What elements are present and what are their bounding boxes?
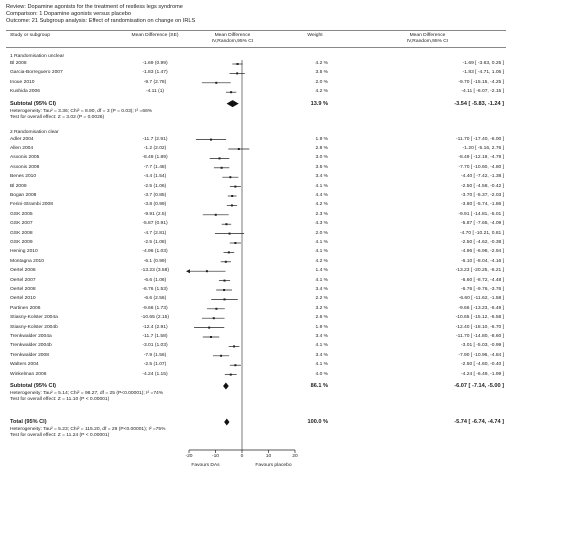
study-md-se: -1.69 (0.99) xyxy=(142,61,168,66)
study-ci: -9.70 [ -15.15, -4.25 ] xyxy=(458,79,504,85)
study-weight: 3.5 % xyxy=(315,70,328,76)
study-md-se: -3.7 (0.85) xyxy=(143,193,167,198)
study-point xyxy=(230,91,232,93)
study-name: Bl 2009 xyxy=(10,183,27,189)
study-ci: -4.70 [ -10.21, 0.81 ] xyxy=(459,230,504,236)
study-ci: -5.87 [ -7.65, -4.09 ] xyxy=(461,221,504,227)
study-name: Oertel 2008 xyxy=(10,287,36,292)
study-name: Oertel 2007 xyxy=(10,277,36,283)
study-name: Oertel 2006 xyxy=(10,268,36,274)
study-name: Garcia-Borreguero 2007 xyxy=(10,70,63,76)
study-weight: 2.2 % xyxy=(315,296,328,302)
study-md-se: -7.9 (1.56) xyxy=(143,352,167,358)
study-weight: 1.9 % xyxy=(315,136,328,142)
comparison-line: Comparison: 1 Dopamine agonists versus placebo xyxy=(6,11,131,17)
study-md-se: -4.7 (2.81) xyxy=(143,230,167,236)
study-ci: -4.11 [ -6.07, -2.15 ] xyxy=(461,89,504,95)
col-ci-header-2: IV,Random,95% CI xyxy=(406,39,449,44)
study-ci: -4.24 [ -6.49, -1.99 ] xyxy=(461,371,504,377)
study-ci: -2.50 [ -4.60, -0.40 ] xyxy=(461,362,504,368)
study-weight: 4.1 % xyxy=(315,343,328,349)
study-name: Oertel 2010 xyxy=(10,296,36,302)
study-ci: -1.69 [ -3.63, 0.25 ] xyxy=(462,61,504,66)
study-ci: -6.60 [ -11.62, -1.58 ] xyxy=(458,296,504,302)
heterogeneity-text: Heterogeneity: Tau² = 5.14; Chi² = 98.27, df = 25 (P<0.00001); I² =74% xyxy=(10,391,164,396)
col-plot-header-2: IV,Random,95% CI xyxy=(211,39,254,44)
outcome-line: Outcome: 21 Subgroup analysis: Effect of randomisation on change on IRLS xyxy=(6,18,196,24)
study-point xyxy=(229,176,231,178)
study-weight: 2.8 % xyxy=(315,146,328,151)
favours-right-label: Favours placebo xyxy=(255,463,292,468)
study-ci: -1.20 [ -5.16, 2.76 ] xyxy=(462,146,504,151)
study-ci: -7.70 [ -10.60, -4.80 ] xyxy=(458,164,504,170)
study-md-se: -7.7 (1.48) xyxy=(143,164,167,170)
heterogeneity-text: Heterogeneity: Tau² = 3.36; Chi² = 8.90, df = 3 (P = 0.03); I² =66% xyxy=(10,108,153,114)
subtotal-label: Subtotal (95% CI) xyxy=(10,100,56,107)
study-point xyxy=(210,139,212,141)
study-md-se: -8.49 (1.89) xyxy=(142,155,168,161)
study-weight: 4.4 % xyxy=(315,193,328,198)
study-point xyxy=(224,280,226,282)
group-title: 1 Randomisation unclear xyxy=(10,54,65,59)
col-weight-header: Weight xyxy=(307,33,323,38)
study-point xyxy=(233,345,235,347)
study-name: Winkelman 2006 xyxy=(10,371,47,377)
x-tick-label: 0 xyxy=(240,454,244,459)
study-weight: 3.4 % xyxy=(315,352,328,358)
study-point xyxy=(206,270,208,272)
overall-effect-text: Test for overall effect: Z = 11.10 (P < 0.00001) xyxy=(10,397,110,402)
total-heterogeneity-text: Heterogeneity: Tau² = 5.23; Chi² = 115.20, df = 29 (P<0.00001); I² =75% xyxy=(10,427,166,432)
study-point xyxy=(224,298,226,300)
study-ci: -11.70 [ -14.80, -8.60 ] xyxy=(455,334,504,339)
study-md-se: -2.5 (1.08) xyxy=(143,240,167,245)
total-diamond xyxy=(224,419,229,426)
study-ci: -13.23 [ -20.25, -6.21 ] xyxy=(455,268,504,274)
study-name: Allen 2004 xyxy=(10,146,34,151)
study-ci: -11.70 [ -17.40, -6.00 ] xyxy=(455,136,504,142)
study-name: GSK 2005 xyxy=(10,211,33,217)
study-point xyxy=(237,63,239,65)
study-name: Walters 2004 xyxy=(10,362,39,368)
total-ci: -5.74 [ -6.74, -4.74 ] xyxy=(454,419,504,425)
study-name: Ferini-Strambi 2008 xyxy=(10,202,53,208)
study-weight: 4.2 % xyxy=(315,258,328,264)
study-weight: 2.0 % xyxy=(315,79,328,85)
study-md-se: -5.87 (0.91) xyxy=(142,221,168,227)
study-point xyxy=(223,289,225,291)
study-weight: 1.9 % xyxy=(315,324,328,330)
col-study-header: Study or subgroup xyxy=(10,33,50,38)
study-point xyxy=(225,223,227,225)
study-md-se: -1.2 (2.02) xyxy=(143,146,167,151)
study-weight: 2.6 % xyxy=(315,315,328,321)
study-weight: 4.0 % xyxy=(315,371,328,377)
study-ci: -1.83 [ -4.71, 1.05 ] xyxy=(462,70,504,76)
study-name: GSK 2008 xyxy=(10,230,33,236)
study-ci: -9.66 [ -13.23, -6.49 ] xyxy=(458,305,504,311)
study-weight: 3.2 % xyxy=(315,305,328,311)
study-md-se: -9.91 (2.5) xyxy=(143,211,167,217)
study-name: Montagna 2010 xyxy=(10,258,44,264)
subtotal-weight: 13.9 % xyxy=(310,100,328,107)
study-name: Kushida 2006 xyxy=(10,89,40,95)
x-tick-label: -10 xyxy=(211,454,220,459)
study-md-se: -3.8 (0.99) xyxy=(143,202,167,208)
study-name: Trenkwalder 2008 xyxy=(10,352,49,358)
study-md-se: -13.23 (3.58) xyxy=(140,268,169,274)
study-name: Inoue 2010 xyxy=(10,79,35,85)
total-label: Total (95% CI) xyxy=(10,419,47,425)
study-point xyxy=(225,261,227,263)
study-md-se: -2.5 (1.07) xyxy=(143,362,167,368)
study-name: Partinen 2006 xyxy=(10,305,41,311)
overall-effect-text: Test for overall effect: Z = 3.02 (P = 0.0026) xyxy=(10,114,105,120)
study-point xyxy=(215,214,217,216)
study-point xyxy=(234,364,236,366)
study-point xyxy=(230,374,232,376)
study-ci: -6.76 [ -9.76, -3.76 ] xyxy=(461,287,504,292)
study-point xyxy=(215,82,217,84)
study-weight: 4.2 % xyxy=(315,61,328,66)
study-name: GSK 2009 xyxy=(10,240,33,245)
study-weight: 4.1 % xyxy=(315,240,328,245)
study-md-se: -9.7 (2.78) xyxy=(143,79,167,85)
study-ci: -2.50 [ -4.58, -0.42 ] xyxy=(461,183,504,189)
favours-left-label: Favours DAs xyxy=(191,463,220,468)
study-weight: 3.0 % xyxy=(315,155,328,161)
subtotal-label: Subtotal (95% CI) xyxy=(10,383,56,389)
study-point xyxy=(236,72,238,74)
study-md-se: -4.11 (1) xyxy=(145,89,165,95)
total-weight: 100.0 % xyxy=(307,419,328,425)
study-name: Trenkwalder 2004b xyxy=(10,343,52,349)
study-ci: -4.40 [ -7.42, -1.38 ] xyxy=(461,174,504,180)
study-md-se: -6.76 (1.53) xyxy=(142,287,168,292)
study-point xyxy=(215,308,217,310)
study-point xyxy=(220,355,222,357)
study-name: Stiasny-Kolster 2004a xyxy=(10,315,58,321)
study-name: Bl 2008 xyxy=(10,61,27,66)
study-point xyxy=(234,242,236,244)
total-overall-effect-text: Test for overall effect: Z = 11.24 (P < 0.00001) xyxy=(10,433,110,438)
study-ci: -6.60 [ -8.72, -4.48 ] xyxy=(461,277,504,283)
study-point xyxy=(221,167,223,169)
study-md-se: -2.5 (1.06) xyxy=(143,183,167,189)
study-point xyxy=(208,327,210,329)
study-md-se: -9.66 (1.73) xyxy=(142,305,168,311)
study-weight: 2.0 % xyxy=(315,230,328,236)
col-ci-header-1: Mean Difference xyxy=(409,33,446,38)
study-ci: -9.91 [ -14.81, -5.01 ] xyxy=(458,211,504,217)
study-ci: -3.70 [ -5.37, -2.03 ] xyxy=(461,193,504,198)
study-name: Bogan 2008 xyxy=(10,193,37,198)
study-name: Benes 2010 xyxy=(10,174,37,180)
subtotal-diamond xyxy=(223,383,229,390)
x-tick-label: -20 xyxy=(185,454,193,459)
study-point xyxy=(228,251,230,253)
study-weight: 3.4 % xyxy=(315,334,328,339)
review-line: Review: Dopamine agonists for the treatment of restless legs syndrome xyxy=(6,4,183,10)
study-weight: 4.2 % xyxy=(315,202,328,208)
study-name: Asxonis 2005 xyxy=(10,155,40,161)
study-md-se: -6.6 (2.56) xyxy=(143,296,167,302)
study-weight: 1.4 % xyxy=(315,268,328,274)
study-md-se: -10.65 (2.15) xyxy=(140,315,169,321)
study-name: Hening 2010 xyxy=(10,249,38,255)
study-md-se: -4.24 (1.15) xyxy=(142,371,168,377)
study-ci: -2.50 [ -4.62, -0.38 ] xyxy=(461,240,504,245)
study-ci: -12.40 [ -18.10, -6.70 ] xyxy=(455,324,504,330)
study-md-se: -6.6 (1.06) xyxy=(143,277,167,283)
study-ci: -4.96 [ -6.98, -2.94 ] xyxy=(461,249,504,255)
study-weight: 3.4 % xyxy=(315,174,328,180)
study-weight: 4.1 % xyxy=(315,249,328,255)
study-name: Adler 2004 xyxy=(10,136,34,142)
study-weight: 4.2 % xyxy=(315,89,328,95)
study-name: Trenkwalder 2004a xyxy=(10,334,52,339)
study-ci: -3.01 [ -5.03, -0.99 ] xyxy=(461,343,504,349)
study-ci: -7.90 [ -10.96, -4.84 ] xyxy=(458,352,504,358)
study-weight: 3.5 % xyxy=(315,164,328,170)
study-name: Asxonis 2008 xyxy=(10,164,40,170)
study-point xyxy=(219,157,221,159)
col-md-se-header: Mean Difference (SE) xyxy=(131,33,179,38)
x-tick-label: 20 xyxy=(292,454,298,459)
ci-arrow xyxy=(186,269,190,273)
study-md-se: -4.96 (1.03) xyxy=(142,249,168,255)
study-weight: 4.1 % xyxy=(315,183,328,189)
subtotal-ci: -6.07 [ -7.14, -5.00 ] xyxy=(454,383,504,389)
study-md-se: -6.1 (0.99) xyxy=(143,258,167,264)
group-title: 2 Randomisation clear xyxy=(10,129,59,135)
x-tick-label: 10 xyxy=(265,454,272,459)
study-md-se: -11.7 (1.58) xyxy=(142,334,168,339)
study-point xyxy=(238,148,240,150)
study-point xyxy=(231,204,233,206)
study-ci: -8.49 [ -12.19, -4.79 ] xyxy=(458,155,504,161)
study-md-se: -11.7 (2.91) xyxy=(142,136,168,142)
study-point xyxy=(213,317,215,319)
subtotal-weight: 86.1 % xyxy=(310,383,328,389)
study-ci: -3.80 [ -5.74, -1.86 ] xyxy=(461,202,504,208)
study-md-se: -3.01 (1.03) xyxy=(142,343,168,349)
study-weight: 3.4 % xyxy=(315,287,328,292)
study-md-se: -12.4 (2.91) xyxy=(142,324,168,330)
study-point xyxy=(234,186,236,188)
subtotal-diamond xyxy=(227,100,239,107)
study-weight: 4.1 % xyxy=(315,277,328,283)
subtotal-ci: -3.54 [ -5.83, -1.24 ] xyxy=(454,100,504,107)
study-weight: 4.1 % xyxy=(315,362,328,368)
study-ci: -6.10 [ -8.04, -4.16 ] xyxy=(461,258,504,264)
study-point xyxy=(231,195,233,197)
study-name: Stiasny-Kolster 2004b xyxy=(10,324,58,330)
col-plot-header-1: Mean Difference xyxy=(214,33,251,38)
study-md-se: -4.4 (1.54) xyxy=(143,174,167,180)
study-weight: 4.3 % xyxy=(315,221,328,227)
study-md-se: -1.83 (1.47) xyxy=(142,70,168,76)
study-point xyxy=(210,336,212,338)
study-name: GSK 2007 xyxy=(10,221,33,227)
study-point xyxy=(229,233,231,235)
study-ci: -10.65 [ -15.12, -6.58 ] xyxy=(455,315,504,321)
study-weight: 2.3 % xyxy=(315,211,328,217)
